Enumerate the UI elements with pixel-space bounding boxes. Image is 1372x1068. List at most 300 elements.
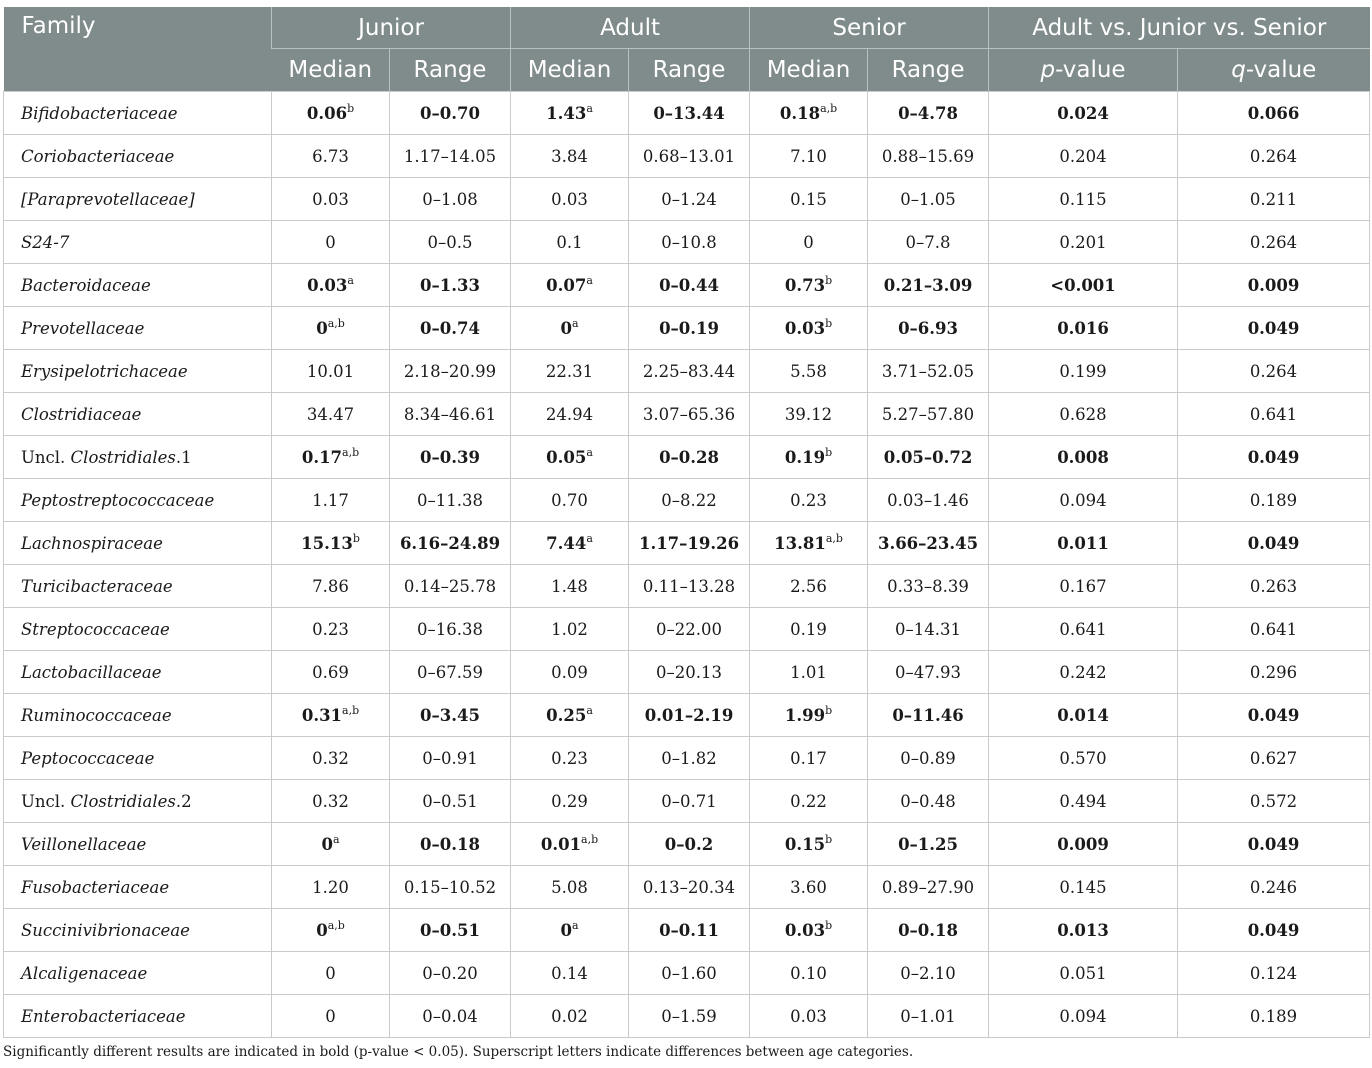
- cell-value: 6.16–24.89: [399, 533, 501, 553]
- cell-value: 0–0.91: [422, 748, 478, 768]
- cell-value: 0.01–2.19: [644, 705, 734, 725]
- junior-range-cell: [390, 264, 511, 307]
- senior-median-cell: [750, 651, 868, 694]
- family-cell: [4, 221, 272, 264]
- junior-median-cell: [272, 737, 390, 780]
- junior-range-cell: [390, 221, 511, 264]
- significance-superscript: a: [586, 703, 593, 717]
- senior-median-cell: [750, 479, 868, 522]
- p-value-cell: [989, 995, 1178, 1038]
- table-row: [4, 995, 1370, 1038]
- cell-value: 0.10: [790, 963, 827, 983]
- table-header: [4, 7, 1370, 92]
- cell-value: 0–0.04: [422, 1006, 478, 1026]
- cell-value: 0–1.33: [420, 275, 480, 295]
- p-value-cell: [989, 221, 1178, 264]
- cell-value: 0.18: [779, 103, 821, 123]
- cell-value: 0.572: [1249, 791, 1298, 811]
- cell-value: 0.008: [1057, 447, 1109, 467]
- adult-median-cell: [511, 92, 629, 135]
- cell-value: 0.32: [312, 748, 349, 768]
- q-value-cell: [1178, 264, 1370, 307]
- adult-median-cell: [511, 737, 629, 780]
- cell-value: 0–0.51: [420, 920, 480, 940]
- cell-value: 0: [325, 1006, 336, 1026]
- cell-value: 0–10.8: [661, 232, 717, 252]
- q-value-cell: [1178, 952, 1370, 995]
- cell-value: 0.296: [1249, 662, 1298, 682]
- cell-value: 0.124: [1249, 963, 1298, 983]
- cell-value: 0.115: [1059, 189, 1107, 209]
- adult-range-cell: [629, 952, 750, 995]
- significance-superscript: a,b: [342, 703, 360, 717]
- cell-value: 0.15: [790, 189, 827, 209]
- significance-superscript: b: [352, 531, 360, 545]
- table-row: [4, 393, 1370, 436]
- q-value-header: [1178, 49, 1370, 92]
- senior-median-cell: [750, 565, 868, 608]
- junior-median-cell: [272, 135, 390, 178]
- table-footnote: Significantly different results are indicated in bold (p-value < 0.05). Superscript letters indicate differences between age categories.: [3, 1044, 914, 1060]
- family-cell: [4, 608, 272, 651]
- significance-superscript: b: [825, 316, 833, 330]
- cell-value: 0.014: [1057, 705, 1109, 725]
- cell-value: 0.14: [551, 963, 588, 983]
- family-name: Veillonellaceae: [21, 834, 147, 854]
- family-prefix: Uncl.: [21, 447, 71, 467]
- cell-value: 1.01: [790, 662, 827, 682]
- cell-value: 7.44: [546, 533, 587, 553]
- senior-range-cell: [868, 823, 989, 866]
- adult-median-header: Median: [511, 49, 629, 92]
- junior-range-cell: [390, 479, 511, 522]
- cell-value: 7.10: [790, 146, 827, 166]
- cell-value: 0.15: [784, 834, 826, 854]
- cell-value: 0: [321, 834, 333, 854]
- family-name: Lactobacillaceae: [21, 662, 162, 682]
- cell-value: 0.211: [1249, 189, 1298, 209]
- cell-value: 1.17: [312, 490, 349, 510]
- table-row: [4, 135, 1370, 178]
- family-cell: [4, 178, 272, 221]
- adult-range-cell: [629, 307, 750, 350]
- cell-value: 0.69: [312, 662, 349, 682]
- cell-value: 0–1.25: [898, 834, 958, 854]
- significance-superscript: a: [571, 316, 579, 330]
- junior-median-cell: [272, 178, 390, 221]
- senior-range-cell: [868, 909, 989, 952]
- cell-value: 0–0.44: [659, 275, 719, 295]
- junior-median-cell: [272, 651, 390, 694]
- adult-range-cell: [629, 780, 750, 823]
- adult-median-cell: [511, 909, 629, 952]
- cell-value: 0.242: [1059, 662, 1107, 682]
- adult-median-cell: [511, 995, 629, 1038]
- p-value-cell: [989, 737, 1178, 780]
- cell-value: 0.013: [1057, 920, 1109, 940]
- significance-superscript: b: [825, 703, 833, 717]
- senior-median-cell: [750, 866, 868, 909]
- cell-value: 0–0.70: [420, 103, 480, 123]
- cell-value: 0–1.01: [900, 1006, 956, 1026]
- family-name: Erysipelotrichaceae: [21, 361, 188, 381]
- p-value-cell: [989, 436, 1178, 479]
- cell-value: 5.27–57.80: [881, 404, 975, 424]
- table-row: [4, 694, 1370, 737]
- junior-median-cell: [272, 522, 390, 565]
- cell-value: 0.627: [1249, 748, 1298, 768]
- cell-value: 0: [316, 318, 328, 338]
- junior-median-cell: [272, 350, 390, 393]
- family-cell: [4, 393, 272, 436]
- cell-value: 2.25–83.44: [642, 361, 736, 381]
- junior-range-cell: [390, 823, 511, 866]
- adult-median-cell: [511, 651, 629, 694]
- cell-value: 0.009: [1247, 275, 1300, 295]
- significance-superscript: a,b: [327, 918, 345, 932]
- family-cell: [4, 952, 272, 995]
- p-value-cell: [989, 909, 1178, 952]
- family-name: Coriobacteriaceae: [21, 146, 175, 166]
- senior-range-cell: [868, 221, 989, 264]
- family-cell: [4, 135, 272, 178]
- cell-value: 3.71–52.05: [881, 361, 975, 381]
- adult-range-cell: [629, 866, 750, 909]
- family-name: Peptostreptococcaceae: [21, 490, 215, 510]
- cell-value: 0.25: [546, 705, 587, 725]
- cell-value: 0.1: [556, 232, 583, 252]
- cell-value: 1.02: [551, 619, 588, 639]
- family-name: Bacteroidaceae: [21, 275, 151, 295]
- cell-value: 0.89–27.90: [881, 877, 975, 897]
- adult-median-cell: [511, 866, 629, 909]
- cell-value: 0.570: [1059, 748, 1107, 768]
- significance-superscript: b: [825, 445, 833, 459]
- cell-value: 0: [803, 232, 814, 252]
- p-value-cell: [989, 823, 1178, 866]
- cell-value: 24.94: [545, 404, 594, 424]
- cell-value: 0–2.10: [900, 963, 956, 983]
- cell-value: 0: [325, 232, 336, 252]
- junior-range-cell: [390, 350, 511, 393]
- senior-range-cell: [868, 264, 989, 307]
- table-row: [4, 866, 1370, 909]
- p-value-cell: [989, 694, 1178, 737]
- cell-value: 0.016: [1057, 318, 1109, 338]
- family-name: Peptococcaceae: [21, 748, 155, 768]
- senior-range-cell: [868, 608, 989, 651]
- cell-value: 1.17–19.26: [638, 533, 740, 553]
- cell-value: 0–67.59: [417, 662, 483, 682]
- cell-value: 0.05: [546, 447, 587, 467]
- senior-range-header: Range: [868, 49, 989, 92]
- cell-value: 0.066: [1247, 103, 1300, 123]
- adult-range-cell: [629, 135, 750, 178]
- cell-value: 0.32: [312, 791, 349, 811]
- senior-median-cell: [750, 178, 868, 221]
- cell-value: 0–6.93: [898, 318, 958, 338]
- cell-value: 0–1.24: [661, 189, 717, 209]
- junior-median-cell: [272, 823, 390, 866]
- cell-value: 0: [325, 963, 336, 983]
- cell-value: 0.264: [1249, 232, 1298, 252]
- p-value-header: [989, 49, 1178, 92]
- cell-value: 8.34–46.61: [403, 404, 497, 424]
- junior-range-cell: [390, 737, 511, 780]
- table-row: [4, 264, 1370, 307]
- significance-superscript: a: [571, 918, 579, 932]
- senior-range-cell: [868, 92, 989, 135]
- cell-value: 0–1.05: [900, 189, 956, 209]
- q-value-cell: [1178, 178, 1370, 221]
- cell-value: 0.03: [784, 920, 826, 940]
- cell-value: 0–0.19: [659, 318, 719, 338]
- cell-value: 3.66–23.45: [877, 533, 979, 553]
- cell-value: 0: [316, 920, 328, 940]
- cell-value: 0–20.13: [656, 662, 723, 682]
- junior-range-cell: [390, 565, 511, 608]
- cell-value: 0.246: [1249, 877, 1298, 897]
- table-row: [4, 221, 1370, 264]
- senior-range-cell: [868, 522, 989, 565]
- senior-median-cell: [750, 307, 868, 350]
- senior-median-cell: [750, 909, 868, 952]
- cell-value: 3.60: [790, 877, 827, 897]
- cell-value: 1.99: [784, 705, 826, 725]
- senior-median-cell: [750, 393, 868, 436]
- cell-value: 0.011: [1057, 533, 1109, 553]
- significance-superscript: a: [586, 101, 593, 115]
- cell-value: 0–11.38: [417, 490, 483, 510]
- table-row: [4, 350, 1370, 393]
- cell-value: 0.145: [1059, 877, 1107, 897]
- cell-value: 0.11–13.28: [642, 576, 736, 596]
- cell-value: 0.264: [1249, 146, 1298, 166]
- q-value-cell: [1178, 436, 1370, 479]
- q-value-cell: [1178, 823, 1370, 866]
- cell-value: 15.13: [301, 533, 353, 553]
- q-value-cell: [1178, 737, 1370, 780]
- cell-value: 0.009: [1057, 834, 1109, 854]
- q-value-cell: [1178, 608, 1370, 651]
- junior-median-cell: [272, 866, 390, 909]
- cell-value: 0.15–10.52: [403, 877, 497, 897]
- family-cell: [4, 565, 272, 608]
- adult-range-cell: [629, 823, 750, 866]
- cell-value: 13.81: [774, 533, 826, 553]
- junior-median-cell: [272, 221, 390, 264]
- table-body: [4, 92, 1370, 1038]
- family-name: Clostridiales: [70, 791, 176, 811]
- senior-range-cell: [868, 135, 989, 178]
- senior-range-cell: [868, 565, 989, 608]
- family-cell: [4, 780, 272, 823]
- senior-median-cell: [750, 608, 868, 651]
- family-cell: [4, 866, 272, 909]
- junior-median-cell: [272, 436, 390, 479]
- family-name: Lachnospiraceae: [21, 533, 163, 553]
- cell-value: 0.199: [1059, 361, 1107, 381]
- table-row: [4, 522, 1370, 565]
- cell-value: 0.29: [551, 791, 588, 811]
- cell-value: 0.02: [551, 1006, 588, 1026]
- cell-value: 0.189: [1249, 490, 1298, 510]
- family-name: Clostridiaceae: [21, 404, 142, 424]
- significance-superscript: a: [332, 832, 340, 846]
- family-cell: [4, 92, 272, 135]
- table-row: [4, 565, 1370, 608]
- adult-range-cell: [629, 92, 750, 135]
- cell-value: 0–22.00: [656, 619, 723, 639]
- junior-range-cell: [390, 178, 511, 221]
- cell-value: 0.049: [1247, 834, 1300, 854]
- significance-superscript: a: [586, 273, 593, 287]
- significance-superscript: a,b: [825, 531, 843, 545]
- family-cell: [4, 909, 272, 952]
- junior-range-cell: [390, 909, 511, 952]
- cell-value: 22.31: [545, 361, 594, 381]
- junior-median-cell: [272, 479, 390, 522]
- cell-value: 2.56: [790, 576, 827, 596]
- senior-median-cell: [750, 221, 868, 264]
- family-cell: [4, 350, 272, 393]
- significance-superscript: a,b: [581, 832, 599, 846]
- cell-value: 0.01: [540, 834, 582, 854]
- cell-value: 0.264: [1249, 361, 1298, 381]
- family-cell: [4, 479, 272, 522]
- significance-superscript: b: [825, 918, 833, 932]
- senior-range-cell: [868, 995, 989, 1038]
- family-name: Bifidobacteriaceae: [21, 103, 178, 123]
- adult-median-cell: [511, 307, 629, 350]
- significance-superscript: a: [347, 273, 354, 287]
- adult-median-cell: [511, 135, 629, 178]
- family-name: Clostridiales: [70, 447, 176, 467]
- q-value-cell: [1178, 393, 1370, 436]
- cell-value: 0–11.46: [892, 705, 964, 725]
- cell-value: 0.05–0.72: [883, 447, 973, 467]
- q-value-cell: [1178, 307, 1370, 350]
- adult-median-cell: [511, 479, 629, 522]
- family-name: Ruminococcaceae: [21, 705, 172, 725]
- family-name: S24-7: [21, 232, 70, 252]
- cell-value: 0.68–13.01: [642, 146, 736, 166]
- cell-value: 0–0.28: [659, 447, 719, 467]
- p-value-cell: [989, 479, 1178, 522]
- cell-value: 6.73: [312, 146, 349, 166]
- cell-value: 0.22: [790, 791, 827, 811]
- junior-range-cell: [390, 780, 511, 823]
- significance-superscript: b: [825, 273, 833, 287]
- adult-median-cell: [511, 350, 629, 393]
- cell-value: 1.48: [551, 576, 588, 596]
- senior-range-cell: [868, 694, 989, 737]
- table-row: [4, 608, 1370, 651]
- p-suffix: -value: [1055, 57, 1126, 83]
- family-prefix: Uncl.: [21, 791, 71, 811]
- cell-value: 0–0.51: [422, 791, 478, 811]
- junior-group-header: Junior: [272, 7, 511, 49]
- cell-value: 0.14–25.78: [403, 576, 497, 596]
- cell-value: 10.01: [306, 361, 355, 381]
- senior-range-cell: [868, 651, 989, 694]
- cell-value: 0.263: [1249, 576, 1298, 596]
- adult-median-cell: [511, 264, 629, 307]
- q-value-cell: [1178, 651, 1370, 694]
- family-name: Turicibacteraceae: [21, 576, 173, 596]
- senior-median-header: Median: [750, 49, 868, 92]
- cell-value: 0–3.45: [420, 705, 480, 725]
- adult-median-cell: [511, 694, 629, 737]
- junior-range-cell: [390, 307, 511, 350]
- adult-range-header: Range: [629, 49, 750, 92]
- cell-value: 0–0.2: [664, 834, 714, 854]
- q-value-cell: [1178, 780, 1370, 823]
- cell-value: 0.641: [1059, 619, 1107, 639]
- senior-range-cell: [868, 307, 989, 350]
- adult-range-cell: [629, 393, 750, 436]
- cell-value: 0.049: [1247, 318, 1300, 338]
- senior-group-header: Senior: [750, 7, 989, 49]
- senior-range-cell: [868, 178, 989, 221]
- adult-range-cell: [629, 436, 750, 479]
- junior-range-cell: [390, 393, 511, 436]
- junior-range-cell: [390, 694, 511, 737]
- q-value-cell: [1178, 565, 1370, 608]
- p-value-cell: [989, 350, 1178, 393]
- q-value-cell: [1178, 909, 1370, 952]
- family-cell: [4, 436, 272, 479]
- adult-median-cell: [511, 436, 629, 479]
- p-value-cell: [989, 780, 1178, 823]
- adult-range-cell: [629, 350, 750, 393]
- cell-value: 0.19: [784, 447, 826, 467]
- junior-median-cell: [272, 608, 390, 651]
- adult-median-cell: [511, 780, 629, 823]
- adult-median-cell: [511, 393, 629, 436]
- cell-value: 0.049: [1247, 705, 1300, 725]
- family-name: Streptococcaceae: [21, 619, 170, 639]
- table-row: [4, 952, 1370, 995]
- cell-value: 0.641: [1249, 619, 1298, 639]
- junior-median-cell: [272, 952, 390, 995]
- cell-value: 0.03: [312, 189, 349, 209]
- q-value-cell: [1178, 479, 1370, 522]
- cell-value: 0–1.08: [422, 189, 478, 209]
- p-value-cell: [989, 92, 1178, 135]
- table-row: [4, 651, 1370, 694]
- p-value-cell: [989, 952, 1178, 995]
- cell-value: 0–14.31: [895, 619, 962, 639]
- cell-value: 0.03–1.46: [887, 490, 969, 510]
- p-value-cell: [989, 178, 1178, 221]
- p-value-cell: [989, 522, 1178, 565]
- cell-value: 0: [560, 318, 572, 338]
- cell-value: 0.19: [790, 619, 827, 639]
- cell-value: 1.17–14.05: [403, 146, 497, 166]
- cell-value: 0.21–3.09: [883, 275, 973, 295]
- cell-value: 0.33–8.39: [887, 576, 969, 596]
- senior-range-cell: [868, 350, 989, 393]
- cell-value: 0.189: [1249, 1006, 1298, 1026]
- senior-range-cell: [868, 393, 989, 436]
- significance-superscript: b: [347, 101, 355, 115]
- p-value-cell: [989, 393, 1178, 436]
- cell-value: 0–4.78: [898, 103, 958, 123]
- p-value-cell: [989, 866, 1178, 909]
- family-cell: [4, 522, 272, 565]
- junior-range-cell: [390, 952, 511, 995]
